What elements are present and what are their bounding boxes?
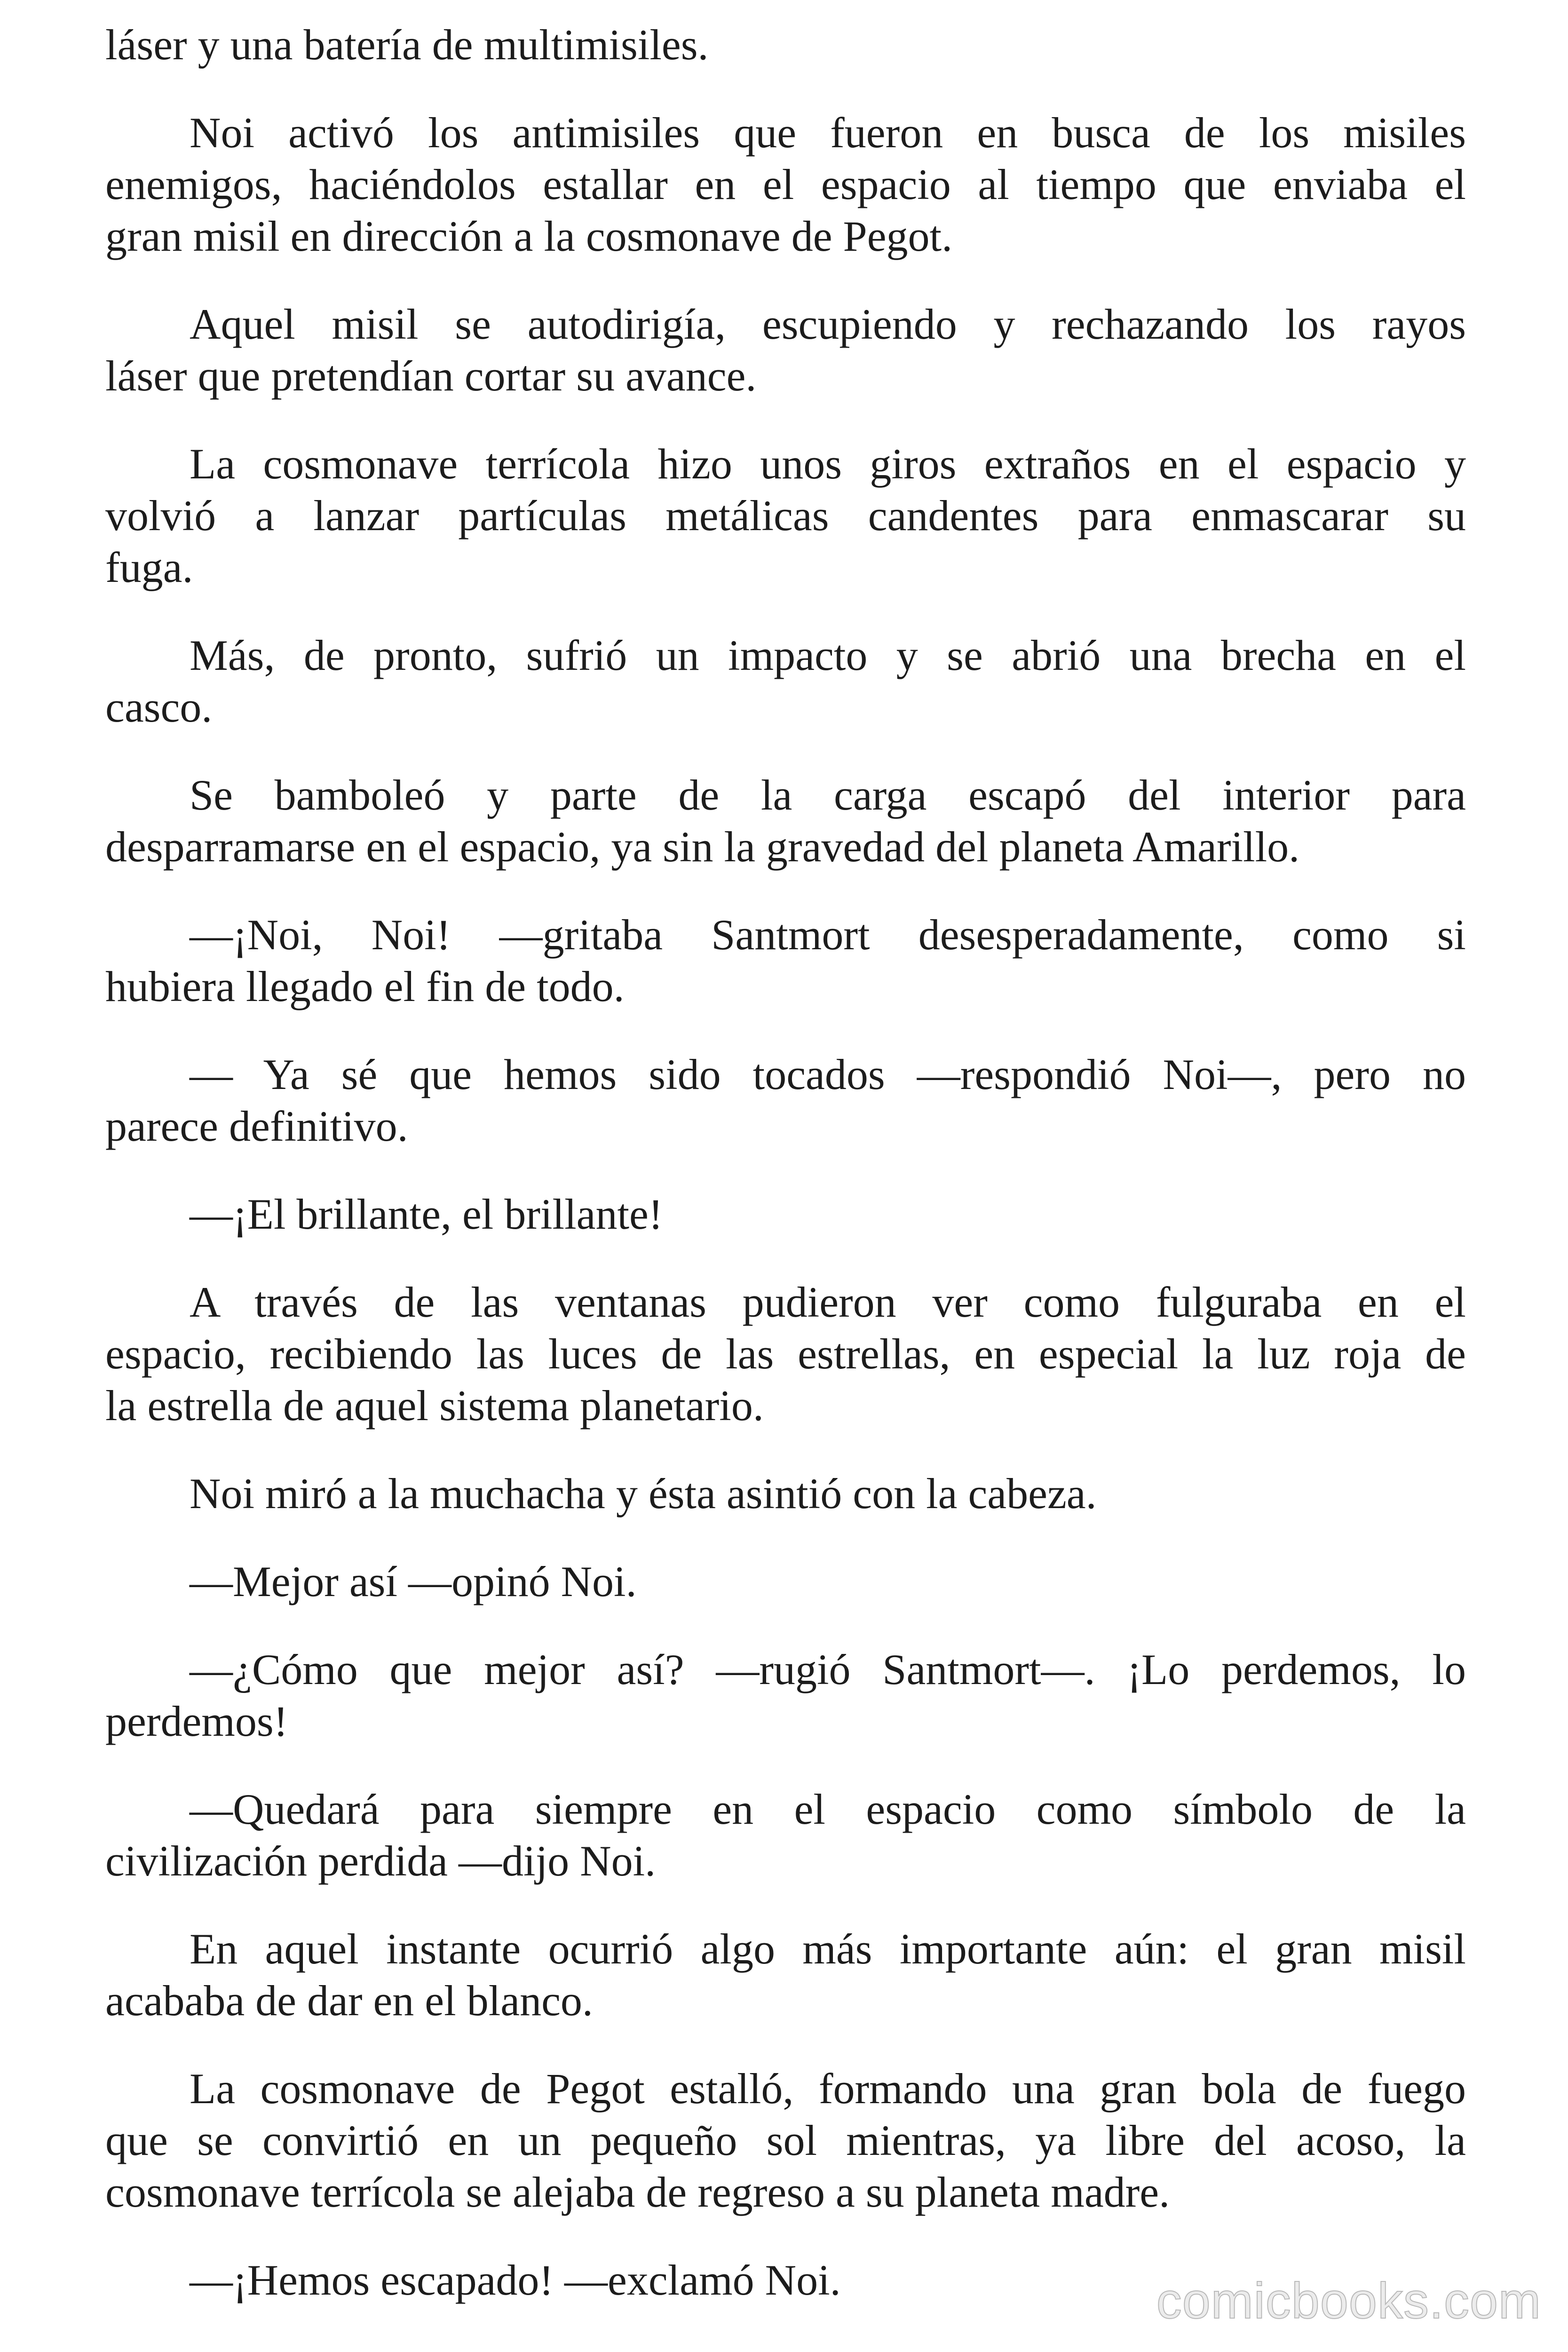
text-line: —¡Hemos escapado! —exclamó Noi. (190, 2256, 841, 2304)
dialogue-paragraph (105, 1049, 1466, 1152)
text-line: —Quedará para siempre en el espacio como símbolo de la (190, 1785, 1466, 1833)
text-line: fuga. (105, 543, 193, 591)
paragraph (105, 438, 1466, 593)
dialogue-paragraph (105, 1783, 1466, 1887)
text-line: casco. (105, 683, 213, 731)
book-page (105, 19, 1466, 2306)
dialogue-paragraph (105, 1556, 1466, 1607)
text-line: —¡El brillante, el brillante! (190, 1190, 663, 1238)
text-line: perdemos! (105, 1697, 288, 1745)
paragraph (105, 19, 1466, 71)
text-line: que se convirtió en un pequeño sol mientras, ya libre del acoso, la (105, 2116, 1466, 2164)
watermark: comicbooks.com (1156, 2272, 1541, 2329)
text-line: parece definitivo. (105, 1102, 408, 1150)
text-line: Noi activó los antimisiles que fueron en busca de los misiles (190, 109, 1466, 157)
text-line: enemigos, haciéndolos estallar en el espacio al tiempo que enviaba el (105, 160, 1466, 208)
text-line: volvió a lanzar partículas metálicas candentes para enmascarar su (105, 492, 1466, 540)
text-line: láser y una batería de multimisiles. (105, 21, 709, 69)
text-line: láser que pretendían cortar su avance. (105, 352, 757, 400)
paragraph (105, 2063, 1466, 2218)
text-line: Más, de pronto, sufrió un impacto y se abrió una brecha en el (190, 631, 1466, 679)
text-line: —¡Noi, Noi! —gritaba Santmort desesperadamente, como si (190, 911, 1466, 959)
text-line: acababa de dar en el blanco. (105, 1977, 593, 2025)
paragraph (105, 1468, 1466, 1519)
text-line: A través de las ventanas pudieron ver como fulguraba en el (190, 1278, 1466, 1326)
text-line: Noi miró a la muchacha y ésta asintió con la cabeza. (190, 1470, 1097, 1518)
text-line: La cosmonave terrícola hizo unos giros extraños en el espacio y (190, 440, 1466, 488)
text-line: hubiera llegado el fin de todo. (105, 962, 625, 1010)
paragraph (105, 629, 1466, 733)
paragraph (105, 107, 1466, 262)
dialogue-paragraph (105, 909, 1466, 1012)
text-line: —¿Cómo que mejor así? —rugió Santmort—. ¡Lo perdemos, lo (190, 1645, 1466, 1693)
text-line: cosmonave terrícola se alejaba de regreso a su planeta madre. (105, 2168, 1170, 2216)
text-line: Aquel misil se autodirigía, escupiendo y rechazando los rayos (190, 300, 1466, 348)
text-line: La cosmonave de Pegot estalló, formando una gran bola de fuego (190, 2065, 1466, 2113)
text-line: — Ya sé que hemos sido tocados —respondió Noi—, pero no (190, 1050, 1466, 1098)
text-line: —Mejor así —opinó Noi. (190, 1557, 637, 1605)
paragraph (105, 1276, 1466, 1431)
paragraph (105, 1923, 1466, 2026)
text-line: desparramarse en el espacio, ya sin la gravedad del planeta Amarillo. (105, 823, 1300, 871)
text-line: Se bamboleó y parte de la carga escapó del interior para (190, 771, 1466, 819)
text-line: espacio, recibiendo las luces de las estrellas, en especial la luz roja de (105, 1330, 1466, 1378)
text-line: gran misil en dirección a la cosmonave de Pegot. (105, 212, 953, 260)
paragraph (105, 769, 1466, 873)
dialogue-paragraph (105, 1644, 1466, 1747)
paragraph (105, 298, 1466, 402)
text-line: En aquel instante ocurrió algo más importante aún: el gran misil (190, 1925, 1466, 1973)
text-line: civilización perdida —dijo Noi. (105, 1837, 656, 1885)
text-line: la estrella de aquel sistema planetario. (105, 1382, 764, 1430)
dialogue-paragraph (105, 1188, 1466, 1240)
